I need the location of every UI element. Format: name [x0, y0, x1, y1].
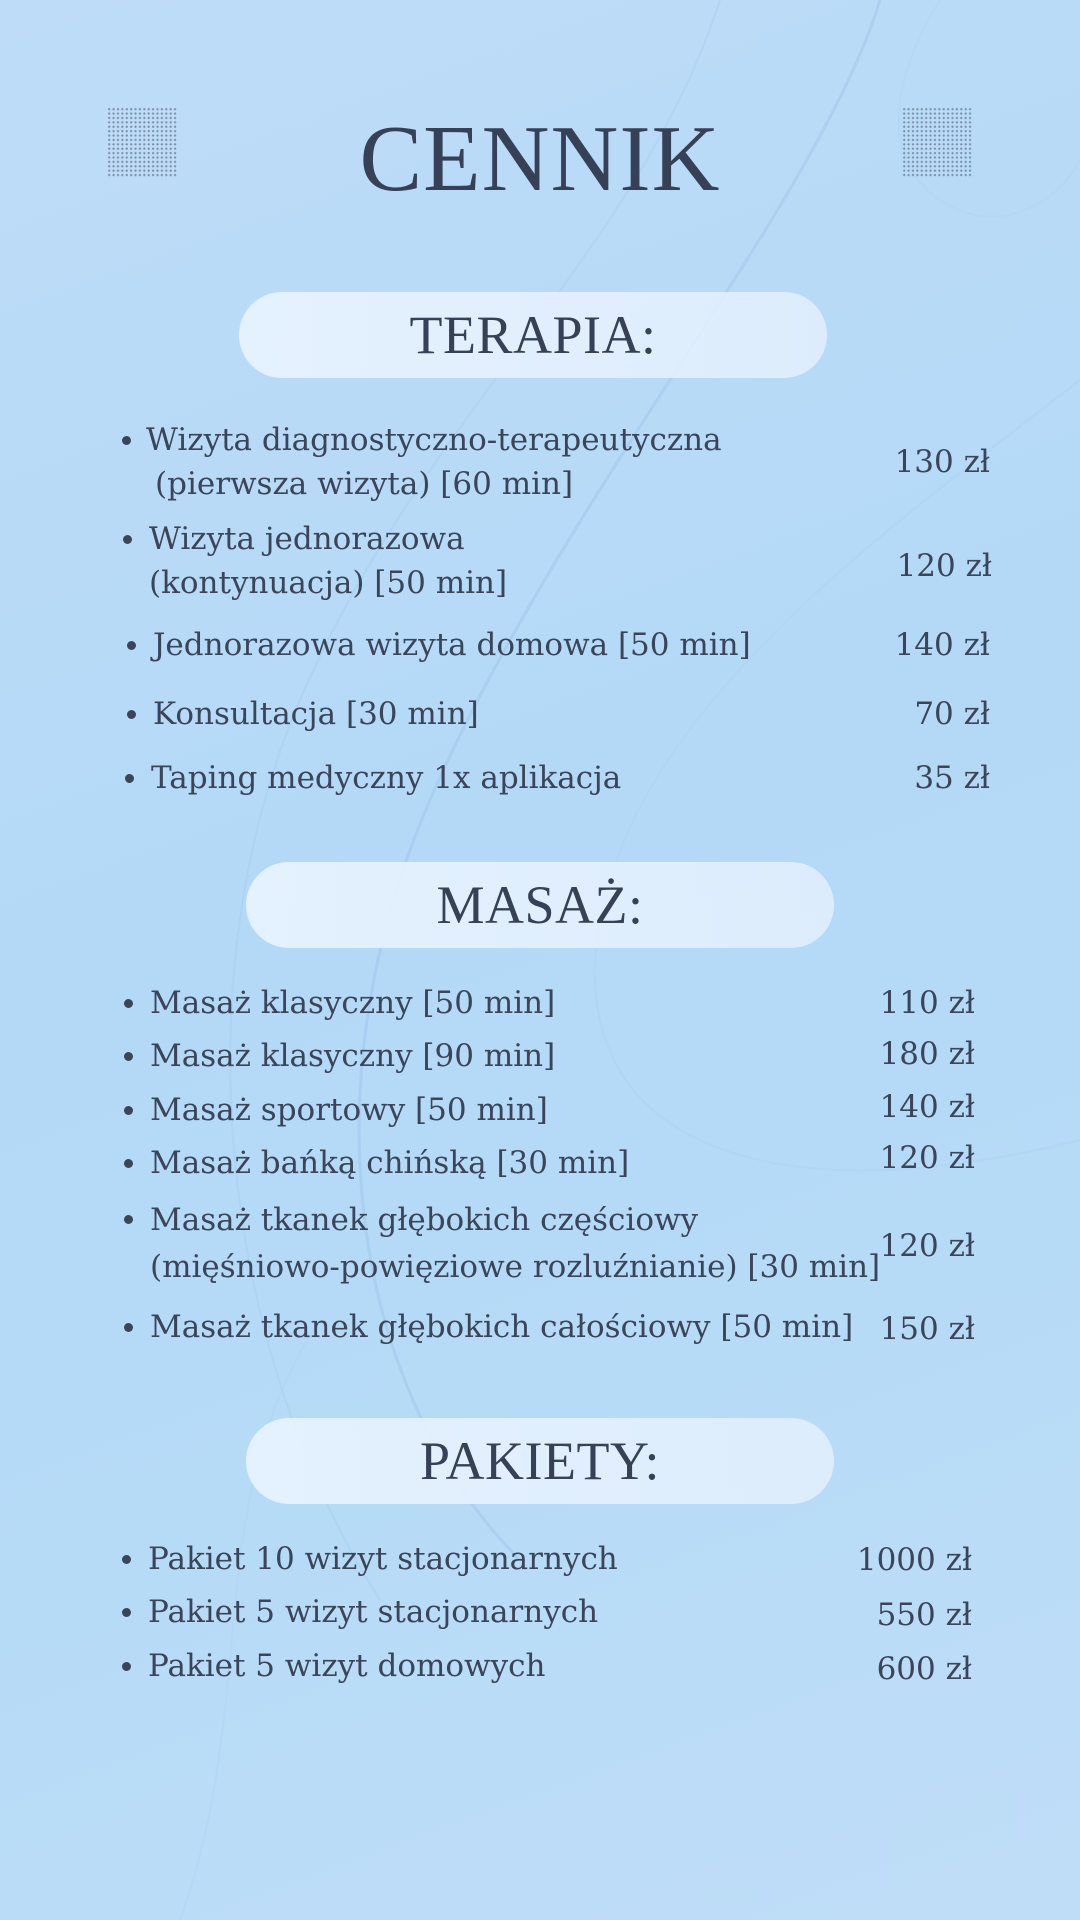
- price: 35 zł: [914, 760, 990, 796]
- price: 600 zł: [876, 1651, 972, 1687]
- price: 110 zł: [879, 985, 975, 1021]
- list-item: Pakiet 5 wizyt domowych: [148, 1644, 545, 1688]
- bullet-icon: [124, 1215, 133, 1224]
- list-item: Taping medyczny 1x aplikacja: [151, 756, 621, 800]
- list-item: Masaż klasyczny [50 min]: [150, 981, 555, 1025]
- price: 120 zł: [879, 1228, 975, 1264]
- list-item: Masaż bańką chińską [30 min]: [150, 1141, 629, 1185]
- price: 120 zł: [879, 1140, 975, 1176]
- list-item: Wizyta diagnostyczno-terapeutyczna (pierwsza wizyta) [60 min]: [146, 418, 722, 506]
- price: 140 zł: [894, 627, 990, 663]
- price: 140 zł: [879, 1089, 975, 1125]
- bullet-icon: [124, 1106, 133, 1115]
- list-item: Konsultacja [30 min]: [153, 692, 479, 736]
- bullet-icon: [122, 1555, 131, 1564]
- list-item: Masaż tkanek głębokich całościowy [50 min]: [150, 1305, 853, 1349]
- bullet-icon: [124, 999, 133, 1008]
- list-item: Masaż sportowy [50 min]: [150, 1088, 548, 1132]
- price: 1000 zł: [856, 1542, 972, 1578]
- list-item: Pakiet 10 wizyt stacjonarnych: [148, 1537, 618, 1581]
- bullet-icon: [123, 535, 132, 544]
- price: 150 zł: [879, 1311, 975, 1347]
- bullet-icon: [127, 641, 136, 650]
- price: 70 zł: [914, 696, 990, 732]
- page-title: CENNIK: [359, 107, 721, 211]
- list-item: Masaż tkanek głębokich częściowy (mięśniowo-powięziowe rozluźnianie) [30 min]: [150, 1197, 880, 1291]
- price: 180 zł: [879, 1036, 975, 1072]
- bullet-icon: [124, 1052, 133, 1061]
- price: 120 zł: [896, 548, 992, 584]
- list-item: Jednorazowa wizyta domowa [50 min]: [153, 623, 751, 667]
- bullet-icon: [124, 1323, 133, 1332]
- price: 130 zł: [894, 444, 990, 480]
- bullet-icon: [122, 1662, 131, 1671]
- bullet-icon: [125, 774, 134, 783]
- section-heading-masaz: MASAŻ:: [246, 862, 834, 948]
- price: 550 zł: [876, 1597, 972, 1633]
- section-heading-pakiety: PAKIETY:: [246, 1418, 834, 1504]
- list-item: Pakiet 5 wizyt stacjonarnych: [148, 1590, 598, 1634]
- bullet-icon: [124, 1159, 133, 1168]
- bullet-icon: [122, 1608, 131, 1617]
- bullet-icon: [127, 710, 136, 719]
- list-item: Masaż klasyczny [90 min]: [150, 1034, 555, 1078]
- section-heading-terapia: TERAPIA:: [239, 292, 827, 378]
- list-item: Wizyta jednorazowa (kontynuacja) [50 min]: [149, 517, 507, 605]
- bullet-icon: [122, 436, 131, 445]
